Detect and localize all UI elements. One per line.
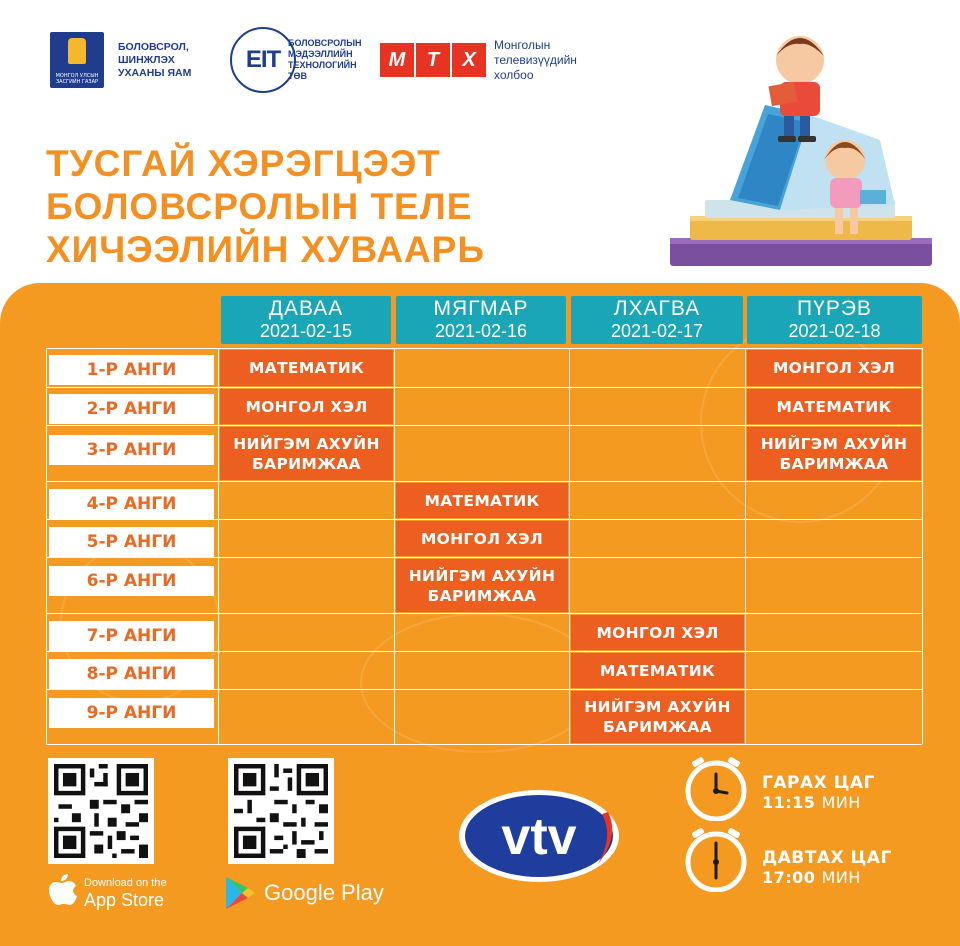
title-line: ТУСГАЙ ХЭРЭГЦЭЭТ	[46, 143, 441, 184]
subject-cell: МАТЕМАТИК	[571, 653, 744, 688]
grid-line	[218, 348, 219, 744]
grid-line	[46, 744, 922, 745]
air-time-label: ГАРАХ ЦАГ	[762, 773, 875, 793]
grid-line	[46, 481, 922, 482]
eit-badge-icon: EIT	[230, 27, 296, 93]
eit-name: БОЛОВСРОЛЫН МЭДЭЭЛЛИЙН ТЕХНОЛОГИЙН ТӨВ	[288, 38, 362, 81]
grade-label: 2-Р АНГИ	[49, 394, 214, 424]
day-header-monday	[221, 296, 391, 344]
subject-cell: НИЙГЭМ АХУЙН БАРИМЖАА	[747, 427, 921, 480]
eit-logo	[230, 22, 370, 98]
emblem-caption: МОНГОЛ УЛСЫН ЗАСГИЙН ГАЗАР	[55, 73, 99, 85]
grade-label: 4-Р АНГИ	[49, 489, 214, 519]
grade-label: 9-Р АНГИ	[49, 698, 214, 728]
qr-code	[54, 764, 148, 858]
day-date: 2021-02-16	[434, 321, 528, 341]
repeat-time	[762, 848, 892, 888]
grid-line	[922, 348, 923, 744]
grade-label: 5-Р АНГИ	[49, 527, 214, 557]
grid-line	[46, 519, 922, 520]
air-time-value: 11:15	[762, 793, 816, 812]
mtx-letters-icon	[380, 43, 488, 77]
mtx-name: Монголын телевизүүдийн холбоо	[494, 37, 577, 82]
grid-line	[46, 348, 47, 744]
qr-code-appstore[interactable]	[48, 758, 154, 864]
grid-line	[46, 425, 922, 426]
grid-line	[394, 348, 395, 744]
grade-label: 7-Р АНГИ	[49, 621, 214, 651]
grade-label: 3-Р АНГИ	[49, 435, 214, 465]
title-line: ХИЧЭЭЛИЙН ХУВААРЬ	[46, 229, 485, 270]
clock-icon	[684, 828, 748, 892]
ministry-logo	[50, 28, 218, 92]
grid-line	[745, 348, 746, 744]
google-play-text: Google Play	[264, 880, 384, 905]
grade-label: 6-Р АНГИ	[49, 566, 214, 596]
qr-code-googleplay[interactable]	[228, 758, 334, 864]
background-doodle	[360, 613, 600, 753]
day-date: 2021-02-18	[788, 321, 881, 341]
subject-cell: НИЙГЭМ АХУЙН БАРИМЖАА	[396, 559, 568, 612]
day-date: 2021-02-17	[610, 321, 704, 341]
grid-line	[569, 348, 570, 744]
google-play-icon	[224, 876, 256, 910]
subject-cell: МОНГОЛ ХЭЛ	[571, 615, 744, 650]
subject-cell: МОНГОЛ ХЭЛ	[220, 389, 393, 424]
air-time-unit: МИН	[821, 793, 861, 812]
title-line: БОЛОВСРОЛЫН ТЕЛЕ	[46, 186, 473, 227]
day-date: 2021-02-15	[259, 321, 353, 341]
day-name: МЯГМАР	[433, 297, 529, 320]
grid-line	[46, 348, 922, 349]
kids-reading-books-illustration	[660, 20, 940, 275]
clock-icon	[684, 757, 748, 821]
grade-label: 8-Р АНГИ	[49, 659, 214, 689]
subject-cell: МАТЕМАТИК	[747, 389, 921, 424]
apple-icon	[46, 874, 78, 912]
subject-cell: МАТЕМАТИК	[396, 483, 568, 518]
day-header-thursday	[747, 296, 922, 344]
day-header-wednesday	[571, 296, 743, 344]
vtv-logo-text: vtv	[501, 808, 577, 866]
day-header-tuesday	[396, 296, 566, 344]
mtx-logo	[380, 28, 604, 92]
subject-cell: МОНГОЛ ХЭЛ	[396, 521, 568, 556]
grade-label: 1-Р АНГИ	[49, 355, 214, 385]
subject-cell: НИЙГЭМ АХУЙН БАРИМЖАА	[571, 691, 744, 743]
app-store-badge[interactable]	[46, 874, 167, 912]
day-name: ЛХАГВА	[613, 297, 701, 320]
day-name: ДАВАА	[268, 297, 344, 320]
soyombo-emblem-icon	[50, 32, 104, 88]
qr-code	[234, 764, 328, 858]
repeat-time-value: 17:00	[762, 868, 816, 887]
grid-line	[46, 651, 922, 652]
mtx-letter: М	[380, 43, 414, 77]
ministry-name: БОЛОВСРОЛ, ШИНЖЛЭХ УХААНЫ ЯАМ	[118, 40, 192, 79]
app-store-big-text: App Store	[84, 889, 165, 910]
vtv-channel-logo	[458, 788, 620, 884]
day-name: ПҮРЭВ	[797, 297, 872, 320]
subject-cell: МОНГОЛ ХЭЛ	[747, 350, 921, 386]
repeat-time-label: ДАВТАХ ЦАГ	[762, 848, 892, 868]
mtx-letter: Х	[452, 43, 486, 77]
grid-line	[46, 689, 922, 690]
page-title	[46, 142, 485, 271]
google-play-badge[interactable]	[224, 876, 384, 910]
grid-line	[46, 387, 922, 388]
mtx-letter: Т	[416, 43, 450, 77]
app-store-small-text: Download on the	[84, 876, 167, 889]
grid-line	[46, 613, 922, 614]
subject-cell: МАТЕМАТИК	[220, 350, 393, 386]
repeat-time-unit: МИН	[821, 868, 861, 887]
air-time	[762, 773, 875, 813]
grid-line	[46, 557, 922, 558]
subject-cell: НИЙГЭМ АХУЙН БАРИМЖАА	[220, 427, 393, 480]
